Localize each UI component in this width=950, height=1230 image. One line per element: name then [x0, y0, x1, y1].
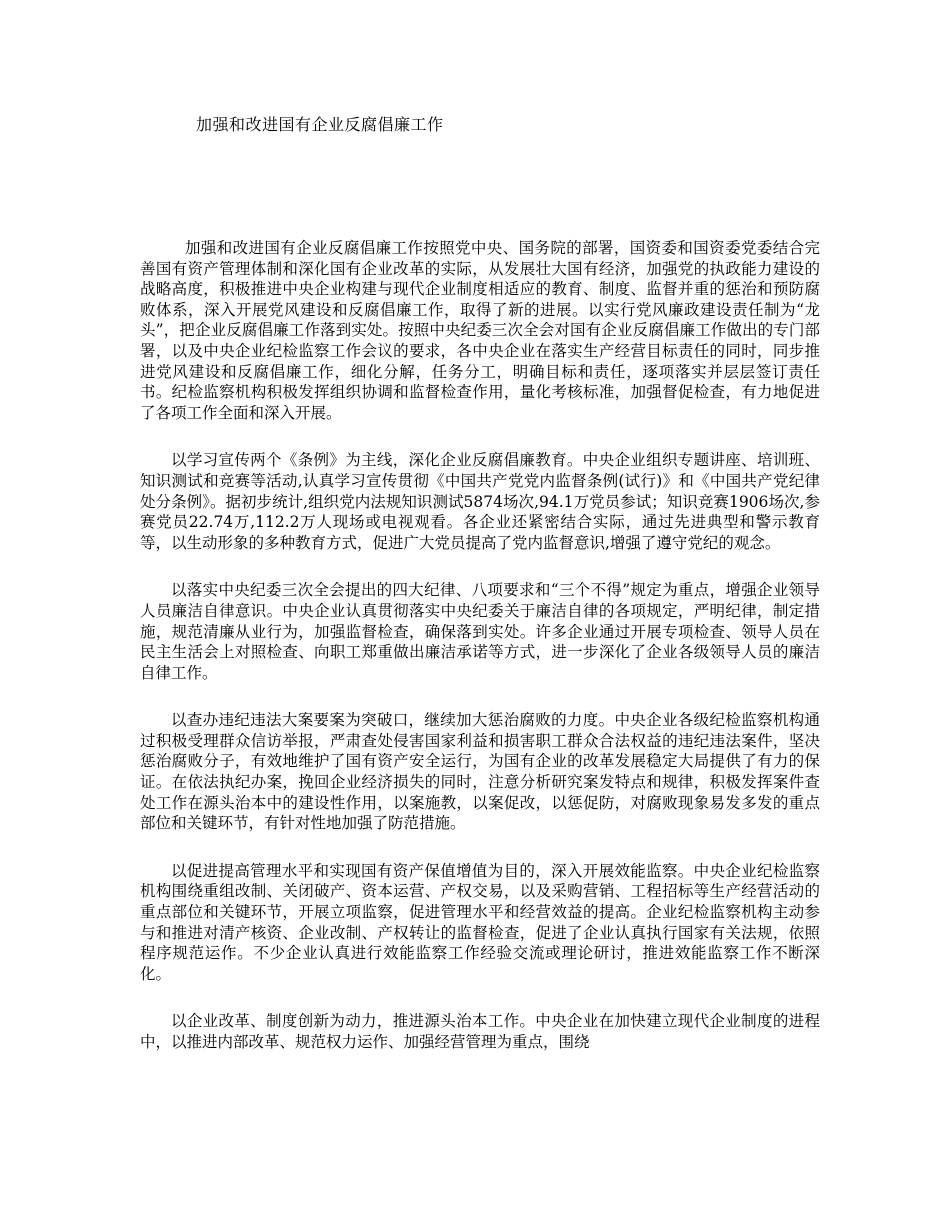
paragraph-1: 加强和改进国有企业反腐倡廉工作按照党中央、国务院的部署，国资委和国资委党委结合完善国有资产管理体制和深化国有企业改革的实际，从发展壮大国有经济，加强党的执政能力建设的战略高度，积极推进中央企业构建与现代企业制度相适应的教育、制度、监督并重的惩治和预防腐败体系，深入开展党风建设和反腐倡廉工作，取得了新的进展。以实行党风廉政建设责任制为“龙头”，把企业反腐倡廉工作落到实处。按照中央纪委三次全会对国有企业反腐倡廉工作做出的专门部署，以及中央企业纪检监察工作会议的要求，各中央企业在落实生产经营目标责任的同时，同步推进党风建设和反腐倡廉工作，细化分解，任务分工，明确目标和责任，逐项落实并层层签订责任书。纪检监察机构积极发挥组织协调和监督检查作用，量化考核标准，加强督促检查，有力地促进了各项工作全面和深入开展。 — [140, 239, 820, 422]
paragraph-2: 以学习宣传两个《条例》为主线，深化企业反腐倡廉教育。中央企业组织专题讲座、培训班、知识测试和竞赛等活动,认真学习宣传贯彻《中国共产党党内监督条例(试行)》和《中国共产党纪律处分条例》。据初步统计,组织党内法规知识测试5874场次,94.1万党员参试；知识竞赛1906场次,参赛党员22.74万,112.2万人现场或电视观看。各企业还紧密结合实际，通过先进典型和警示教育等，以生动形象的多种教育方式，促进广大党员提高了党内监督意识,增强了遵守党纪的观念。 — [140, 451, 820, 552]
paragraph-5: 以促进提高管理水平和实现国有资产保值增值为目的，深入开展效能监察。中央企业纪检监察机构围绕重组改制、关闭破产、资本运营、产权交易，以及采购营销、工程招标等生产经营活动的重点部位和关键环节，开展立项监察，促进管理水平和经营效益的提高。企业纪检监察机构主动参与和推进对清产核资、企业改制、产权转让的监督检查，促进了企业认真执行国家有关法规，依照程序规范运作。不少企业认真进行效能监察工作经验交流或理论研讨，推进效能监察工作不断深化。 — [140, 861, 820, 983]
paragraph-3: 以落实中央纪委三次全会提出的四大纪律、八项要求和“三个不得”规定为重点，增强企业领导人员廉洁自律意识。中央企业认真贯彻落实中央纪委关于廉洁自律的各项规定，严明纪律，制定措施，规范清廉从业行为，加强监督检查，确保落到实处。许多企业通过开展专项检查、领导人员在民主生活会上对照检查、向职工郑重做出廉洁承诺等方式，进一步深化了企业各级领导人员的廉洁自律工作。 — [140, 581, 820, 682]
paragraph-6: 以企业改革、制度创新为动力，推进源头治本工作。中央企业在加快建立现代企业制度的进程中，以推进内部改革、规范权力运作、加强经营管理为重点，围绕 — [140, 1012, 820, 1051]
document-body — [140, 238, 820, 1080]
document-title: 加强和改进国有企业反腐倡廉工作 — [196, 115, 444, 134]
paragraph-4: 以查办违纪违法大案要案为突破口，继续加大惩治腐败的力度。中央企业各级纪检监察机构通过积极受理群众信访举报，严肃查处侵害国家利益和损害职工群众合法权益的违纪违法案件，坚决惩治腐败分子，有效地维护了国有资产安全运行，为国有企业的改革发展稳定大局提供了有力的保证。在依法执纪办案，挽回企业经济损失的同时，注意分析研究案发特点和规律，积极发挥案件查处工作在源头治本中的建设性作用，以案施教，以案促改，以惩促防，对腐败现象易发多发的重点部位和关键环节，有针对性地加强了防范措施。 — [140, 711, 820, 833]
